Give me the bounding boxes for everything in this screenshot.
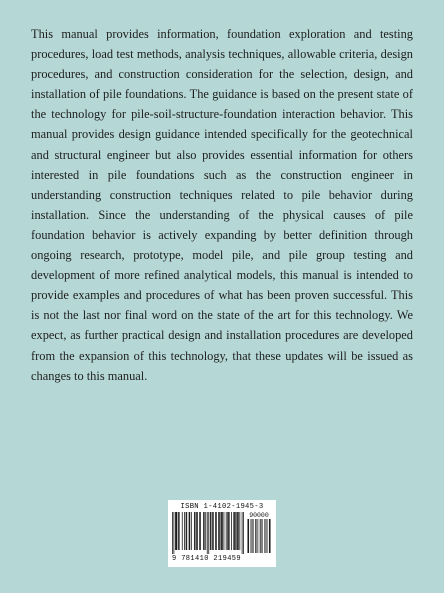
barcode-bar [174,512,175,554]
barcode-bar [207,512,208,554]
addon-bar [247,519,248,553]
barcode-bar [211,512,212,550]
ean13-barcode-graphic [172,512,244,554]
isbn-barcode [168,500,276,567]
addon-bar [252,519,253,553]
barcode-bar [212,512,213,550]
barcode-bar [234,512,235,550]
barcode-bar [189,512,190,550]
barcode-bar [221,512,222,550]
addon-bar [269,519,270,553]
barcode-bar [238,512,239,550]
barcode-bar [184,512,185,550]
barcode-bar [172,512,173,554]
barcode-bar [195,512,196,550]
addon-bar [255,519,256,553]
addon-bar [251,519,252,553]
barcode-bar [231,512,232,550]
barcode-bar [227,512,228,550]
barcode-bar [205,512,206,550]
addon-bar [260,519,261,553]
barcode-bar [196,512,197,550]
barcode-bar [194,512,195,550]
barcode-bar [233,512,234,550]
addon-block [244,512,271,553]
barcode-bar [210,512,211,550]
addon-bar [266,519,267,553]
barcode-bar [242,512,243,554]
barcode-bar [216,512,217,550]
barcode-bar [235,512,236,550]
barcode-bar [176,512,177,550]
barcode-bar [237,512,238,550]
isbn-label: ISBN 1-4102-1945-3 [180,503,264,511]
barcode-bar [186,512,187,550]
price-code-label: 90000 [249,512,269,519]
barcode-bar [200,512,201,550]
barcode-bar [219,512,220,550]
addon-bar [256,519,257,553]
barcode-bar [215,512,216,550]
barcode-bar [175,512,176,550]
barcode-bar [204,512,205,550]
addon-bar [252,519,253,553]
barcode-bar [229,512,230,550]
barcode-bar [177,512,178,550]
barcode-bar [186,512,187,550]
addon-bar [264,519,265,553]
barcode-bar [222,512,223,550]
addon-bar [269,519,270,553]
barcode-bar [221,512,222,550]
barcode-bar [178,512,179,550]
addon-bar [261,519,262,553]
addon-bar [249,519,250,553]
barcode-bar [236,512,237,550]
ean-human-readable: 9 781410 219459 [172,555,242,563]
barcode-bars-row [172,512,272,554]
barcode-bar [218,512,219,550]
price-addon-barcode-graphic [247,519,271,553]
description-paragraph: This manual provides information, foundation exploration and testing procedures, load test methods, analysis techniques, allowable criteria, design procedures, and construction consideration for the selection, design, and installation of pile foundations. The guidance is based on the present state of the technology for pile-soil-structure-foundation interaction behavior. This manual provides design guidance intended specifically for the geotechnical and structural engineer but also provides essential information for others interested in pile foundations such as the construction engineer in understanding construction techniques related to pile behavior during installation. Since the understanding of the physical causes of pile foundation behavior is actively expanding by better definition through ongoing research, prototype, model pile, and pile group testing and development of more refined analytical models, this manual is intended to provide examples and procedures of what has been proven successful. This is not the last nor final word on the state of the art for this technology. We expect, as further practical design and installation procedures are developed from the expansion of this technology, that these updates will be issued as changes to this manual. [31,27,413,383]
addon-bar [260,519,261,553]
barcode-bar [182,512,183,550]
barcode-bar [239,512,240,550]
barcode-bar [224,512,225,550]
addon-bar [258,519,259,553]
addon-bar [248,519,249,553]
addon-bar [262,519,263,553]
barcode-bar [226,512,227,550]
barcode-bar [203,512,204,550]
addon-bar [270,519,271,553]
addon-bar [265,519,266,553]
barcode-bar [179,512,180,550]
barcode-bar [197,512,198,550]
barcode-bar [191,512,192,550]
barcode-bar [213,512,214,550]
barcode-bar [199,512,200,550]
barcode-bar [228,512,229,550]
addon-bar [257,519,258,553]
barcode-bar [189,512,190,550]
barcode-bar [208,512,209,554]
addon-bar [253,519,254,553]
addon-bar [267,519,268,553]
